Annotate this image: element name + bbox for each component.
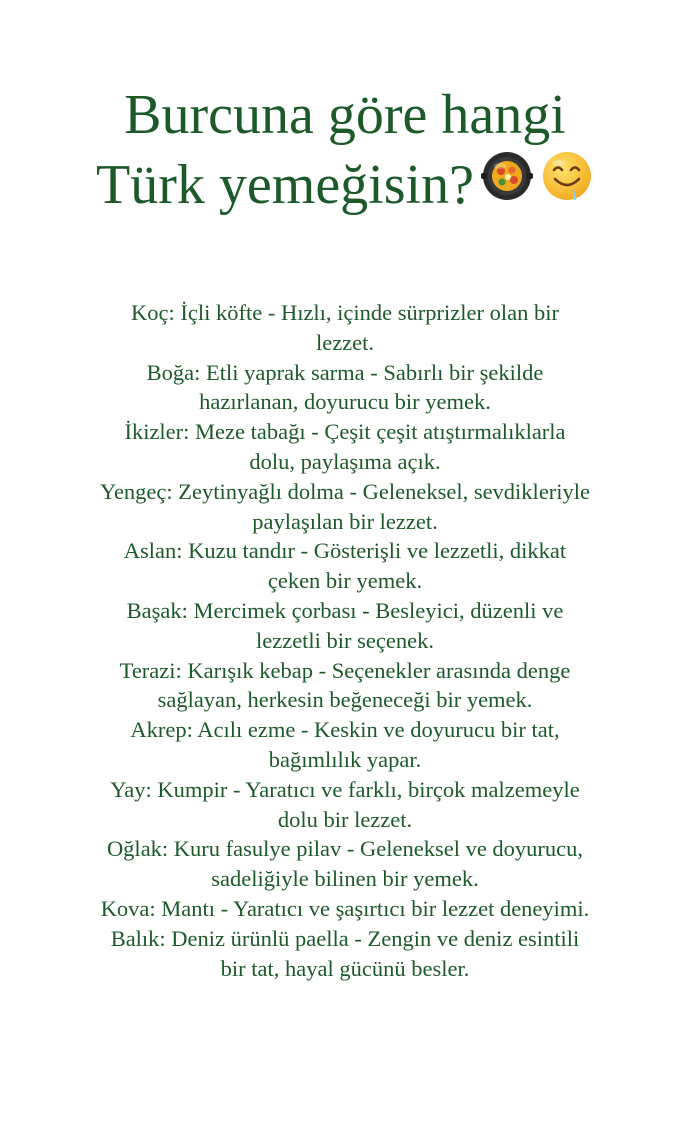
entry-line: bir tat, hayal gücünü besler. bbox=[220, 955, 470, 981]
entry-line: Terazi: Karışık kebap - Seçenekler arasında denge bbox=[119, 657, 571, 683]
entry-line: Akrep: Acılı ezme - Keskin ve doyurucu bir tat, bbox=[130, 717, 560, 743]
list-item-basak bbox=[40, 596, 650, 656]
list-item-balik bbox=[40, 924, 650, 984]
list-item-oglak bbox=[40, 834, 650, 894]
entry-line: lezzetli bir seçenek. bbox=[255, 627, 435, 653]
entry-line: Balık: Deniz ürünlü paella - Zengin ve deniz esintili bbox=[110, 925, 580, 951]
entry-line: Aslan: Kuzu tandır - Gösterişli ve lezzetli, dikkat bbox=[123, 538, 567, 564]
entry-line: Başak: Mercimek çorbası - Besleyici, düzenli ve bbox=[126, 597, 564, 623]
entry-line: sadeliğiyle bilinen bir yemek. bbox=[211, 866, 479, 892]
title-line-2: Türk yemeğisin? bbox=[96, 154, 474, 216]
list-item-aslan bbox=[40, 536, 650, 596]
list-item-yengec bbox=[40, 477, 650, 537]
list-item-kova bbox=[40, 894, 650, 924]
list-item-terazi bbox=[40, 656, 650, 716]
entry-line: çeken bir yemek. bbox=[267, 568, 423, 594]
zodiac-food-list bbox=[40, 298, 650, 983]
entry-line: Boğa: Etli yaprak sarma - Sabırlı bir şekilde bbox=[146, 359, 544, 385]
entry-line: dolu, paylaşıma açık. bbox=[249, 448, 441, 474]
entry-line: sağlayan, herkesin beğeneceği bir yemek. bbox=[157, 687, 533, 713]
drooling-face-icon bbox=[540, 149, 594, 220]
list-item-ikizler bbox=[40, 417, 650, 477]
entry-line: lezzet. bbox=[315, 329, 375, 355]
title-line-1: Burcuna göre hangi bbox=[124, 84, 566, 146]
list-item-akrep bbox=[40, 715, 650, 775]
entry-line: bağımlılık yapar. bbox=[268, 746, 422, 772]
entry-line: paylaşılan bir lezzet. bbox=[252, 508, 438, 534]
page-title bbox=[0, 80, 690, 226]
paella-pan-icon bbox=[480, 149, 534, 220]
title-line-2-wrapper bbox=[0, 150, 690, 226]
entry-line: dolu bir lezzet. bbox=[277, 806, 413, 832]
entry-line: Kova: Mantı - Yaratıcı ve şaşırtıcı bir lezzet deneyimi. bbox=[100, 895, 590, 921]
entry-line: Yengeç: Zeytinyağlı dolma - Geleneksel, sevdikleriyle bbox=[99, 478, 591, 504]
list-item-boga bbox=[40, 358, 650, 418]
entry-line: Koç: İçli köfte - Hızlı, içinde sürprizler olan bir bbox=[131, 300, 559, 325]
entry-line: hazırlanan, doyurucu bir yemek. bbox=[199, 389, 491, 415]
list-item-koc bbox=[40, 298, 650, 358]
entry-line: İkizler: Meze tabağı - Çeşit çeşit atıştırmalıklarla bbox=[124, 419, 566, 445]
entry-line: Yay: Kumpir - Yaratıcı ve farklı, birçok malzemeyle bbox=[110, 776, 580, 802]
list-item-yay bbox=[40, 775, 650, 835]
entry-line: Oğlak: Kuru fasulye pilav - Geleneksel ve doyurucu, bbox=[106, 836, 584, 862]
